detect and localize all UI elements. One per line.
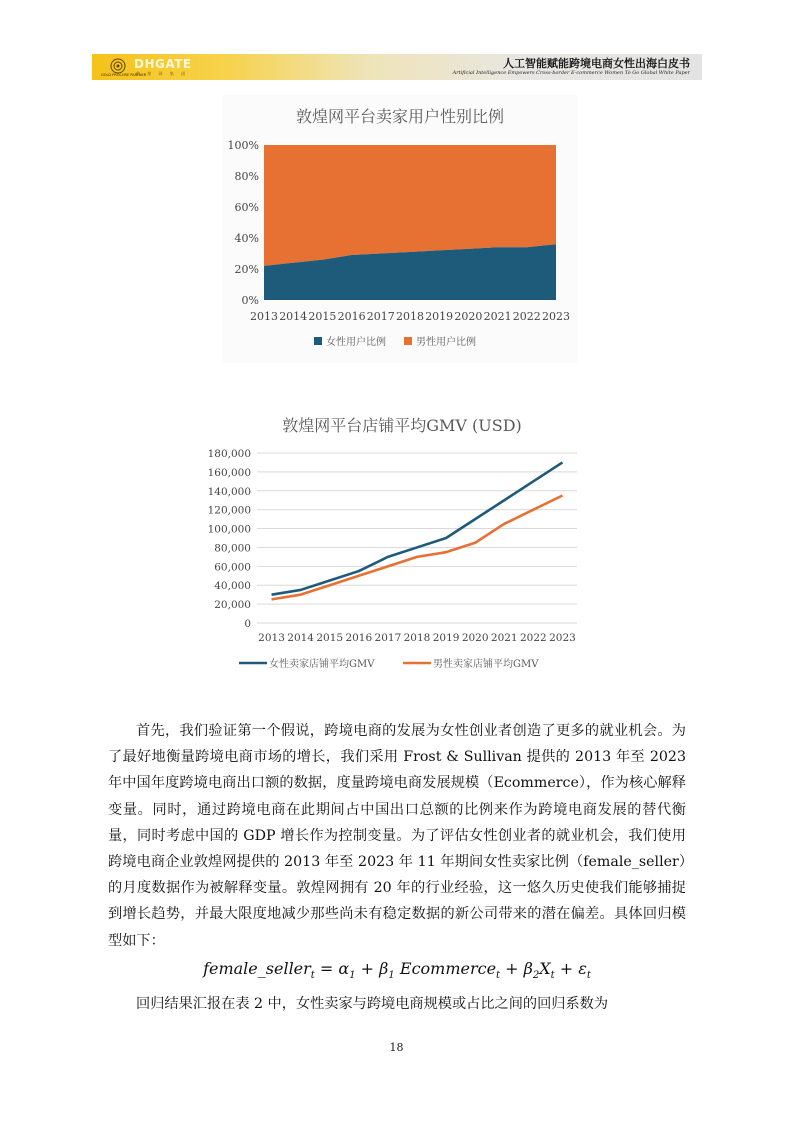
gender-ratio-chart-svg: [222, 95, 578, 363]
header-subtitle: Artificial Intelligence Empowers Cross-border E-commerce Women To Go Global White Paper: [452, 70, 690, 76]
y-tick-label: 120,000: [207, 504, 251, 517]
x-tick-label: 2013: [258, 632, 285, 644]
x-tick-label: 2022: [512, 310, 541, 323]
y-tick-label: 0: [244, 618, 251, 630]
gender-ratio-chart: [222, 95, 578, 363]
x-tick-label: 2017: [366, 310, 395, 323]
avg-gmv-chart: [205, 405, 590, 685]
y-tick-label: 40%: [234, 232, 259, 245]
dhgate-emblem-icon: [110, 58, 126, 74]
y-tick-label: 60,000: [214, 561, 251, 574]
x-tick-label: 2016: [345, 632, 373, 644]
y-tick-label: 100,000: [207, 523, 251, 536]
body-paragraph-1: 首先，我们验证第一个假说，跨境电商的发展为女性创业者创造了更多的就业机会。为了最好地衡量跨境电商市场的增长，我们采用 Frost & Sullivan 提供的 2013 年至 2023 年中国年度跨境电商出口额的数据，度量跨境电商发展规模（Ecommerce），作为核心解释变量。同时，通过跨境电商在此期间占中国出口总额的比例来作为跨境电商发展的替代衡量，同时考虑中国的 GDP 增长作为控制变量。为了评估女性创业者的就业机会，我们使用跨境电商企业敦煌网提供的 2013 年至 2023 年 11 年期间女性卖家比例（female_seller）的月度数据作为被解释变量。敦煌网拥有 20 年的行业经验，这一悠久历史使我们能够捕捉到增长趋势，并最大限度地减少那些尚未有稳定数据的新公司带来的潜在偏差。具体回归模型如下：: [108, 723, 686, 949]
page-number: 18: [389, 1041, 404, 1054]
chart-title: 敦煌网平台卖家用户性别比例: [295, 107, 505, 126]
legend-label: 女性卖家店铺平均GMV: [269, 659, 375, 670]
y-tick-label: 60%: [234, 201, 259, 214]
avg-gmv-chart-svg: [205, 405, 590, 685]
x-tick-label: 2015: [308, 310, 337, 323]
regression-formula: female_seller$_t$ = $\alpha_1 + \beta_1$ Ecommerce$_t$ + $\beta_2X_t + \varepsilon_t$: [203, 958, 591, 982]
y-tick-label: 80%: [234, 170, 259, 183]
y-tick-label: 100%: [227, 139, 259, 152]
x-tick-label: 2019: [425, 310, 454, 323]
x-tick-label: 2023: [542, 310, 570, 323]
y-tick-label: 20%: [234, 263, 259, 276]
y-tick-label: 180,000: [207, 448, 251, 460]
x-tick-label: 2018: [396, 310, 424, 323]
legend-label: 男性卖家店铺平均GMV: [433, 659, 539, 670]
x-tick-label: 2019: [432, 632, 460, 644]
logo-subtext: GOLD PROCURE PARTNER: [101, 73, 147, 77]
header-title: 人工智能赋能跨境电商女性出海白皮书: [503, 57, 690, 70]
x-tick-label: 2020: [461, 632, 489, 644]
x-tick-label: 2018: [403, 632, 431, 644]
x-tick-label: 2014: [287, 632, 315, 644]
legend-label: 女性用户比例: [326, 337, 386, 348]
y-tick-label: 160,000: [207, 466, 251, 479]
x-tick-label: 2021: [490, 632, 518, 644]
y-tick-label: 20,000: [214, 599, 251, 612]
y-tick-label: 80,000: [214, 542, 251, 555]
logo-wordmark: DHGATE: [134, 57, 192, 71]
x-tick-label: 2016: [337, 310, 366, 323]
page-header: [92, 54, 702, 80]
legend-label: 男性用户比例: [416, 337, 476, 348]
x-tick-label: 2017: [374, 632, 402, 644]
x-tick-label: 2021: [483, 310, 512, 323]
y-tick-label: 140,000: [207, 485, 251, 498]
legend-swatch: [314, 337, 322, 345]
x-tick-label: 2022: [519, 632, 547, 644]
x-tick-label: 2020: [454, 310, 483, 323]
body-paragraph-2: 回归结果汇报在表 2 中，女性卖家与跨境电商规模或占比之间的回归系数为: [136, 996, 609, 1013]
chart-title: 敦煌网平台店铺平均GMV (USD): [282, 416, 522, 435]
y-tick-label: 40,000: [214, 580, 251, 593]
x-tick-label: 2013: [250, 310, 278, 323]
logo-chinese-wordmark: 敦 煌 网 集 团: [136, 71, 189, 76]
legend-swatch: [404, 337, 412, 345]
body-text: [108, 718, 686, 1017]
x-tick-label: 2023: [549, 632, 576, 644]
y-tick-label: 0%: [241, 294, 259, 307]
x-tick-label: 2014: [279, 310, 308, 323]
x-tick-label: 2015: [316, 632, 344, 644]
